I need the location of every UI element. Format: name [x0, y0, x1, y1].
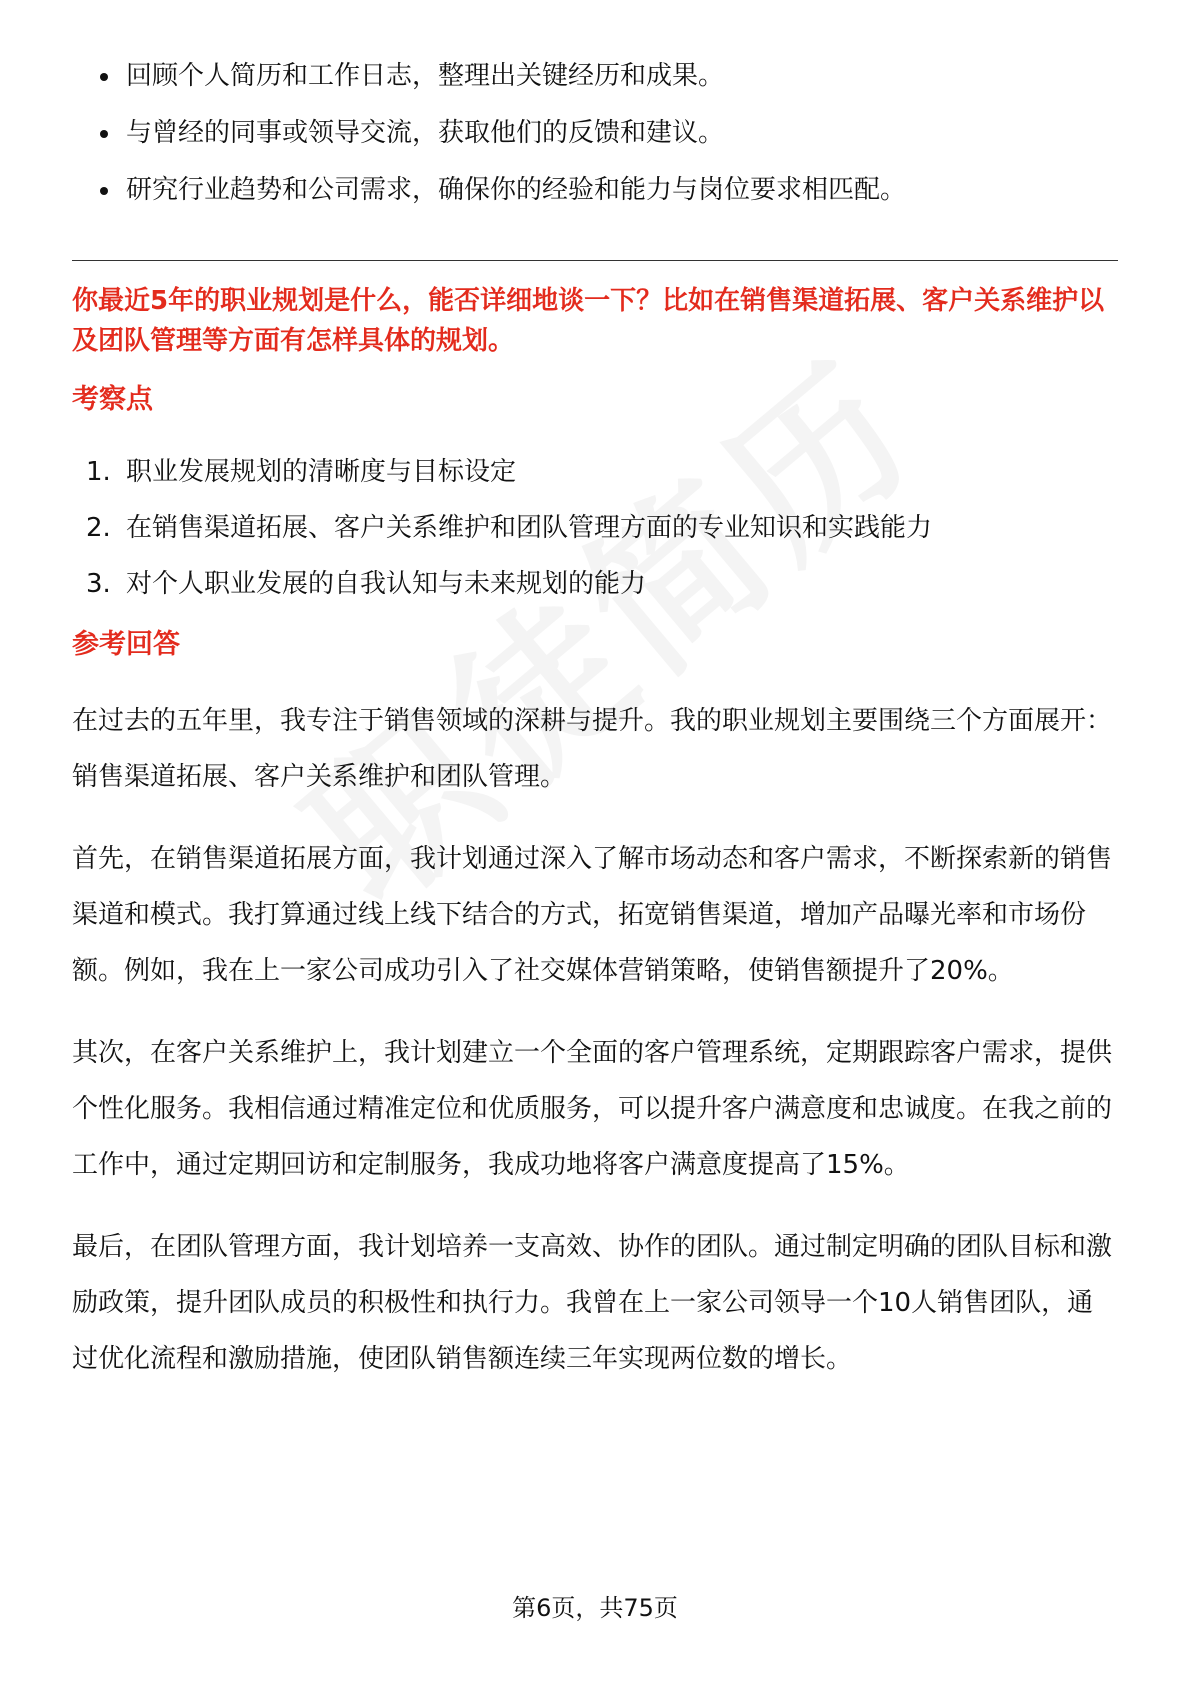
item-number: 3.	[86, 569, 111, 599]
bullet-dot-icon	[100, 73, 108, 81]
list-item	[72, 444, 1118, 500]
answer-heading: 参考回答	[72, 629, 180, 660]
answer-paragraph: 在过去的五年里，我专注于销售领域的深耕与提升。我的职业规划主要围绕三个方面展开：销售渠道拓展、客户关系维护和团队管理。	[72, 706, 1113, 792]
bullet-text: 研究行业趋势和公司需求，确保你的经验和能力与岗位要求相匹配。	[126, 175, 907, 205]
item-text: 职业发展规划的清晰度与目标设定	[126, 457, 517, 487]
answer-paragraph: 首先，在销售渠道拓展方面，我计划通过深入了解市场动态和客户需求，不断探索新的销售渠道和模式。我打算通过线上线下结合的方式，拓宽销售渠道，增加产品曝光率和市场份额。例如，我在上一家公司成功引入了社交媒体营销策略，使销售额提升了20%。	[72, 844, 1113, 986]
list-item	[72, 500, 1118, 556]
item-text: 在销售渠道拓展、客户关系维护和团队管理方面的专业知识和实践能力	[126, 513, 933, 543]
answer-paragraph: 最后，在团队管理方面，我计划培养一支高效、协作的团队。通过制定明确的团队目标和激励政策，提升团队成员的积极性和执行力。我曾在上一家公司领导一个10人销售团队，通过优化流程和激励措施，使团队销售额连续三年实现两位数的增长。	[72, 1232, 1113, 1374]
list-item	[72, 162, 1118, 219]
item-number: 1.	[86, 457, 111, 487]
bullet-text: 回顾个人简历和工作日志，整理出关键经历和成果。	[126, 61, 725, 91]
page-number: 第6页，共75页	[512, 1594, 678, 1622]
answer-paragraph: 其次，在客户关系维护上，我计划建立一个全面的客户管理系统，定期跟踪客户需求，提供个性化服务。我相信通过精准定位和优质服务，可以提升客户满意度和忠诚度。在我之前的工作中，通过定期回访和定制服务，我成功地将客户满意度提高了15%。	[72, 1038, 1113, 1180]
section-divider	[72, 260, 1118, 261]
bullet-list	[72, 48, 1118, 219]
list-item	[72, 105, 1118, 162]
bullet-dot-icon	[100, 130, 108, 138]
item-number: 2.	[86, 513, 111, 543]
bullet-dot-icon	[100, 187, 108, 195]
interview-question: 你最近5年的职业规划是什么，能否详细地谈一下？比如在销售渠道拓展、客户关系维护以及团队管理等方面有怎样具体的规划。	[72, 286, 1105, 356]
assessment-heading: 考察点	[72, 384, 153, 415]
list-item	[72, 48, 1118, 105]
assessment-list	[72, 444, 1118, 612]
page-content	[72, 48, 1118, 1387]
list-item	[72, 556, 1118, 612]
bullet-text: 与曾经的同事或领导交流，获取他们的反馈和建议。	[126, 118, 725, 148]
item-text: 对个人职业发展的自我认知与未来规划的能力	[126, 569, 647, 599]
